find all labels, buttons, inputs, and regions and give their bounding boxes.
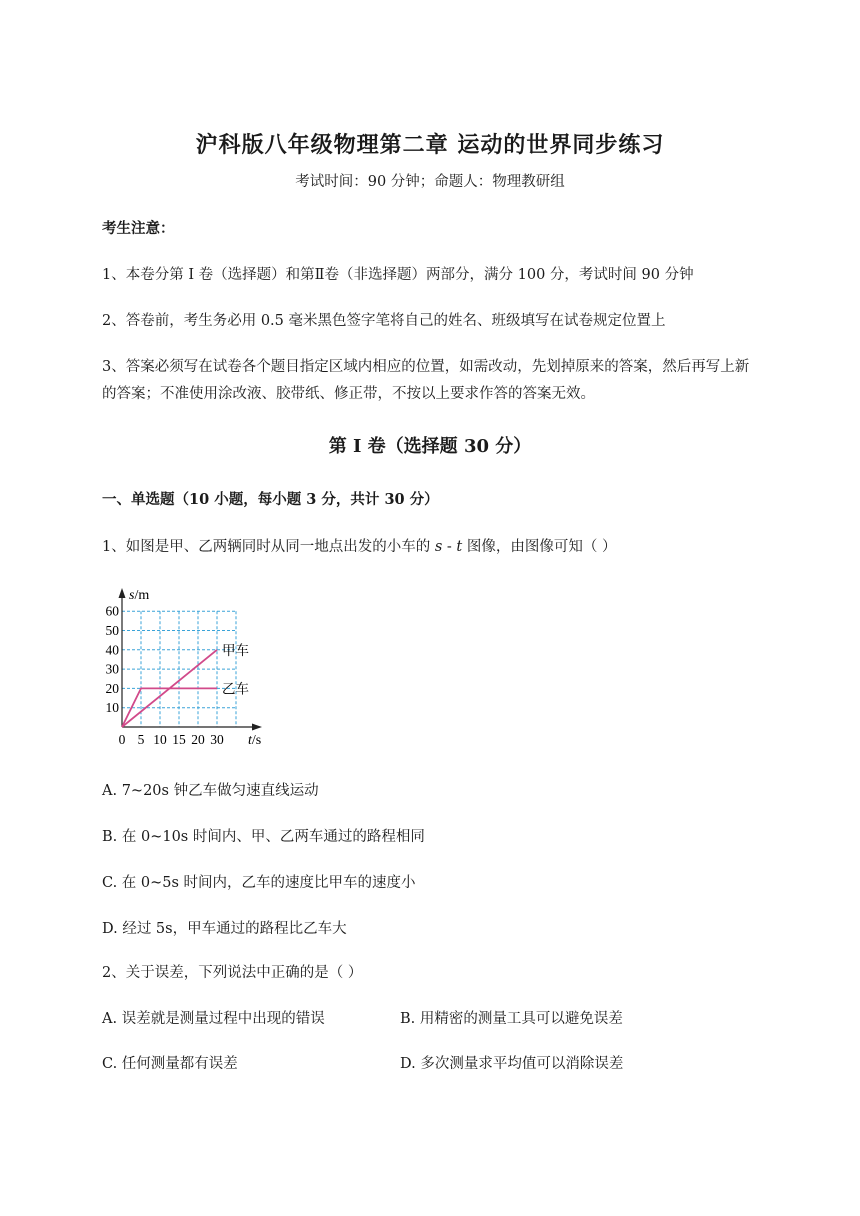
question-1-stem-end: 图像，由图像可知（ ） bbox=[462, 539, 617, 555]
question-1-var-s: s bbox=[434, 539, 443, 555]
x-axis-arrow bbox=[252, 724, 262, 731]
chart-series bbox=[122, 643, 249, 727]
x-tick-label: 15 bbox=[172, 732, 186, 747]
question-1-var-t: t bbox=[456, 539, 463, 555]
question-1-stem-start: 1、如图是甲、乙两辆同时从同一地点出发的小车的 bbox=[102, 539, 435, 555]
x-tick-label: 0 bbox=[118, 732, 126, 747]
y-tick-label: 20 bbox=[105, 680, 119, 696]
exam-info: 考试时间：90 分钟；命题人：物理教研组 bbox=[295, 174, 565, 190]
question-1-option-c[interactable]: C. 在 0~5s 时间内，乙车的速度比甲车的速度小 bbox=[102, 875, 416, 891]
question-1-dash: - bbox=[442, 539, 457, 555]
part-heading: 一、单选题（10 小题，每小题 3 分，共计 30 分） bbox=[102, 491, 439, 508]
question-2-option-c[interactable]: C. 任何测量都有误差 bbox=[102, 1056, 238, 1072]
section-title: 第 I 卷（选择题 30 分） bbox=[328, 436, 532, 457]
notice-item-1: 1、本卷分第 I 卷（选择题）和第Ⅱ卷（非选择题）两部分，满分 100 分，考试时间 90 分钟 bbox=[102, 267, 694, 283]
x-tick-label: 30 bbox=[210, 732, 224, 747]
y-tick-label: 60 bbox=[105, 603, 119, 619]
x-axis-var: t bbox=[248, 733, 252, 748]
question-1-stem bbox=[102, 535, 616, 556]
notice-item-3-line-1: 3、答案必须写在试卷各个题目指定区域内相应的位置，如需改动，先划掉原来的答案，然后再写上新 bbox=[102, 359, 750, 375]
page-title: 沪科版八年级物理第二章 运动的世界同步练习 bbox=[195, 132, 665, 158]
y-tick-label: 40 bbox=[105, 642, 119, 658]
series-label-2: 乙车 bbox=[222, 681, 249, 697]
question-2-option-a[interactable]: A. 误差就是测量过程中出现的错误 bbox=[102, 1011, 325, 1027]
y-tick-label: 10 bbox=[105, 700, 119, 716]
question-1-option-d[interactable]: D. 经过 5s，甲车通过的路程比乙车大 bbox=[102, 921, 347, 937]
y-tick-label: 30 bbox=[105, 661, 119, 677]
chart-grid bbox=[122, 611, 236, 727]
question-2-option-d[interactable]: D. 多次测量求平均值可以消除误差 bbox=[400, 1056, 624, 1072]
question-1-option-a[interactable]: A. 7~20s 钟乙车做匀速直线运动 bbox=[102, 783, 319, 799]
x-tick-label: 10 bbox=[153, 732, 167, 747]
s-t-chart bbox=[96, 582, 286, 752]
series-label-1: 甲车 bbox=[222, 642, 249, 658]
notice-item-2: 2、答卷前，考生务必用 0.5 毫米黑色签字笔将自己的姓名、班级填写在试卷规定位置上 bbox=[102, 313, 666, 329]
chart-axes bbox=[119, 588, 263, 731]
notice-item-3-line-2: 的答案；不准使用涂改液、胶带纸、修正带，不按以上要求作答的答案无效。 bbox=[102, 386, 595, 402]
notice-heading: 考生注意： bbox=[102, 220, 175, 237]
y-axis-var: s bbox=[129, 588, 135, 603]
x-axis-label bbox=[248, 733, 261, 748]
y-axis-label bbox=[129, 588, 149, 603]
x-axis-unit: /s bbox=[251, 733, 262, 748]
y-tick-label: 50 bbox=[105, 623, 119, 638]
x-tick-label: 5 bbox=[137, 732, 145, 747]
question-1-option-b[interactable]: B. 在 0~10s 时间内、甲、乙两车通过的路程相同 bbox=[102, 829, 425, 845]
question-2-option-b[interactable]: B. 用精密的测量工具可以避免误差 bbox=[400, 1011, 623, 1027]
question-2-stem: 2、关于误差，下列说法中正确的是（ ） bbox=[102, 965, 363, 981]
x-tick-label: 20 bbox=[191, 732, 205, 747]
y-axis-unit: /m bbox=[134, 588, 150, 603]
y-axis-arrow bbox=[119, 588, 126, 598]
